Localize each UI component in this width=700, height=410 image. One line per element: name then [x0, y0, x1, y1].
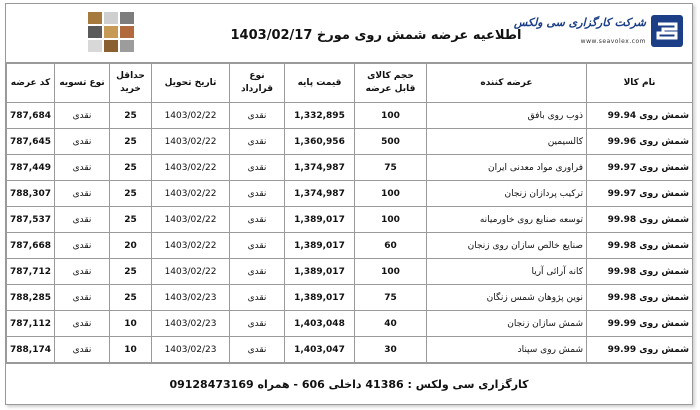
table-header-row: [7, 64, 693, 103]
col-base-price-cell: 1,374,987: [285, 155, 355, 181]
col-offer-code-cell: 787,449: [7, 155, 55, 181]
col-offer-code-cell: 787,645: [7, 129, 55, 155]
col-settlement-type-cell: نقدی: [55, 285, 110, 311]
table-row: [7, 181, 693, 207]
col-volume-cell: 40: [355, 311, 427, 337]
col-offer-code-cell: 787,537: [7, 207, 55, 233]
col-volume-header: حجم کالای قابل عرضه: [355, 64, 427, 103]
company-logo: [513, 12, 684, 56]
table-row: [7, 129, 693, 155]
col-settlement-type-cell: نقدی: [55, 233, 110, 259]
col-base-price-cell: 1,360,956: [285, 129, 355, 155]
table-row: [7, 233, 693, 259]
table-row: [7, 259, 693, 285]
col-contract-type-cell: نقدی: [230, 155, 285, 181]
col-min-purchase-cell: 25: [110, 181, 152, 207]
col-base-price-cell: 1,389,017: [285, 259, 355, 285]
col-product-cell: شمش روی 99.98: [587, 207, 693, 233]
col-volume-cell: 30: [355, 337, 427, 363]
col-base-price-cell: 1,389,017: [285, 207, 355, 233]
col-delivery-date-cell: 1403/02/22: [152, 181, 230, 207]
col-product-cell: شمش روی 99.98: [587, 233, 693, 259]
col-min-purchase-cell: 20: [110, 233, 152, 259]
col-volume-cell: 100: [355, 103, 427, 129]
col-supplier-cell: شمش سازان زنجان: [427, 311, 587, 337]
col-supplier-header: عرضه کننده: [427, 64, 587, 103]
col-contract-type-cell: نقدی: [230, 233, 285, 259]
col-delivery-date-cell: 1403/02/22: [152, 233, 230, 259]
col-supplier-cell: نوین پژوهان شمس زنگان: [427, 285, 587, 311]
table-row: [7, 311, 693, 337]
col-product-cell: شمش روی 99.99: [587, 311, 693, 337]
col-settlement-type-cell: نقدی: [55, 259, 110, 285]
col-contract-type-cell: نقدی: [230, 181, 285, 207]
col-product-cell: شمش روی 99.98: [587, 285, 693, 311]
col-base-price-cell: 1,374,987: [285, 181, 355, 207]
company-name: شرکت کارگزاری سی ولکس: [513, 16, 646, 29]
col-delivery-date-cell: 1403/02/22: [152, 103, 230, 129]
col-min-purchase-cell: 25: [110, 129, 152, 155]
table-row: [7, 103, 693, 129]
col-volume-cell: 100: [355, 207, 427, 233]
col-product-cell: شمش روی 99.99: [587, 337, 693, 363]
col-delivery-date-cell: 1403/02/22: [152, 259, 230, 285]
col-contract-type-cell: نقدی: [230, 311, 285, 337]
col-settlement-type-cell: نقدی: [55, 181, 110, 207]
col-offer-code-cell: 788,285: [7, 285, 55, 311]
col-supplier-cell: کالسیمین: [427, 129, 587, 155]
col-volume-cell: 500: [355, 129, 427, 155]
col-min-purchase-header: حداقل خرید: [110, 64, 152, 103]
col-contract-type-cell: نقدی: [230, 129, 285, 155]
col-offer-code-cell: 788,307: [7, 181, 55, 207]
col-delivery-date-cell: 1403/02/23: [152, 311, 230, 337]
col-min-purchase-cell: 25: [110, 155, 152, 181]
col-min-purchase-cell: 25: [110, 259, 152, 285]
col-offer-code-cell: 787,712: [7, 259, 55, 285]
col-product-cell: شمش روی 99.97: [587, 181, 693, 207]
col-volume-cell: 75: [355, 155, 427, 181]
col-product-cell: شمش روی 99.97: [587, 155, 693, 181]
col-contract-type-cell: نقدی: [230, 285, 285, 311]
footer-contact: کارگزاری سی ولکس : 41386 داخلی 606 - همراه 09128473169: [6, 363, 692, 405]
col-delivery-date-header: تاریخ تحویل: [152, 64, 230, 103]
col-base-price-cell: 1,403,047: [285, 337, 355, 363]
col-offer-code-cell: 788,174: [7, 337, 55, 363]
table-row: [7, 285, 693, 311]
col-settlement-type-cell: نقدی: [55, 129, 110, 155]
col-delivery-date-cell: 1403/02/23: [152, 285, 230, 311]
table-row: [7, 337, 693, 363]
offers-table: [6, 63, 693, 363]
col-base-price-cell: 1,332,895: [285, 103, 355, 129]
notice-frame: [5, 3, 693, 405]
col-offer-code-cell: 787,112: [7, 311, 55, 337]
col-offer-code-cell: 787,668: [7, 233, 55, 259]
col-settlement-type-cell: نقدی: [55, 207, 110, 233]
col-delivery-date-cell: 1403/02/23: [152, 337, 230, 363]
col-supplier-cell: شمش روی سپناد: [427, 337, 587, 363]
col-contract-type-cell: نقدی: [230, 103, 285, 129]
col-settlement-type-cell: نقدی: [55, 337, 110, 363]
col-min-purchase-cell: 10: [110, 337, 152, 363]
page-title: اطلاعیه عرضه شمش روی مورخ 1403/02/17: [230, 28, 522, 43]
col-settlement-type-header: نوع تسویه: [55, 64, 110, 103]
company-website: www.seavolex.com: [580, 38, 646, 45]
col-product-header: نام کالا: [587, 64, 693, 103]
col-volume-cell: 75: [355, 285, 427, 311]
table-body: [7, 103, 693, 363]
col-contract-type-cell: نقدی: [230, 207, 285, 233]
table-header: [7, 64, 693, 103]
col-settlement-type-cell: نقدی: [55, 311, 110, 337]
table-row: [7, 155, 693, 181]
col-product-cell: شمش روی 99.96: [587, 129, 693, 155]
col-volume-cell: 100: [355, 181, 427, 207]
col-supplier-cell: توسعه صنایع روی خاورمیانه: [427, 207, 587, 233]
col-base-price-cell: 1,403,048: [285, 311, 355, 337]
col-delivery-date-cell: 1403/02/22: [152, 129, 230, 155]
col-settlement-type-cell: نقدی: [55, 103, 110, 129]
col-volume-cell: 100: [355, 259, 427, 285]
col-supplier-cell: ذوب روی بافق: [427, 103, 587, 129]
col-volume-cell: 60: [355, 233, 427, 259]
col-min-purchase-cell: 10: [110, 311, 152, 337]
col-contract-type-header: نوع قرارداد: [230, 64, 285, 103]
header: [6, 4, 692, 63]
metal-ingots-icon: [84, 8, 140, 58]
table-row: [7, 207, 693, 233]
col-offer-code-header: کد عرضه: [7, 64, 55, 103]
col-contract-type-cell: نقدی: [230, 337, 285, 363]
col-base-price-cell: 1,389,017: [285, 233, 355, 259]
col-supplier-cell: فراوری مواد معدنی ایران: [427, 155, 587, 181]
col-supplier-cell: ترکیب پردازان زنجان: [427, 181, 587, 207]
col-settlement-type-cell: نقدی: [55, 155, 110, 181]
col-min-purchase-cell: 25: [110, 207, 152, 233]
col-base-price-header: قیمت پایه: [285, 64, 355, 103]
col-offer-code-cell: 787,684: [7, 103, 55, 129]
col-delivery-date-cell: 1403/02/22: [152, 155, 230, 181]
col-supplier-cell: کانه آرائی آریا: [427, 259, 587, 285]
col-delivery-date-cell: 1403/02/22: [152, 207, 230, 233]
company-logo-icon: [650, 14, 684, 48]
col-supplier-cell: صنایع خالص سازان روی زنجان: [427, 233, 587, 259]
col-product-cell: شمش روی 99.94: [587, 103, 693, 129]
col-min-purchase-cell: 25: [110, 285, 152, 311]
col-base-price-cell: 1,389,017: [285, 285, 355, 311]
col-product-cell: شمش روی 99.98: [587, 259, 693, 285]
col-min-purchase-cell: 25: [110, 103, 152, 129]
col-contract-type-cell: نقدی: [230, 259, 285, 285]
